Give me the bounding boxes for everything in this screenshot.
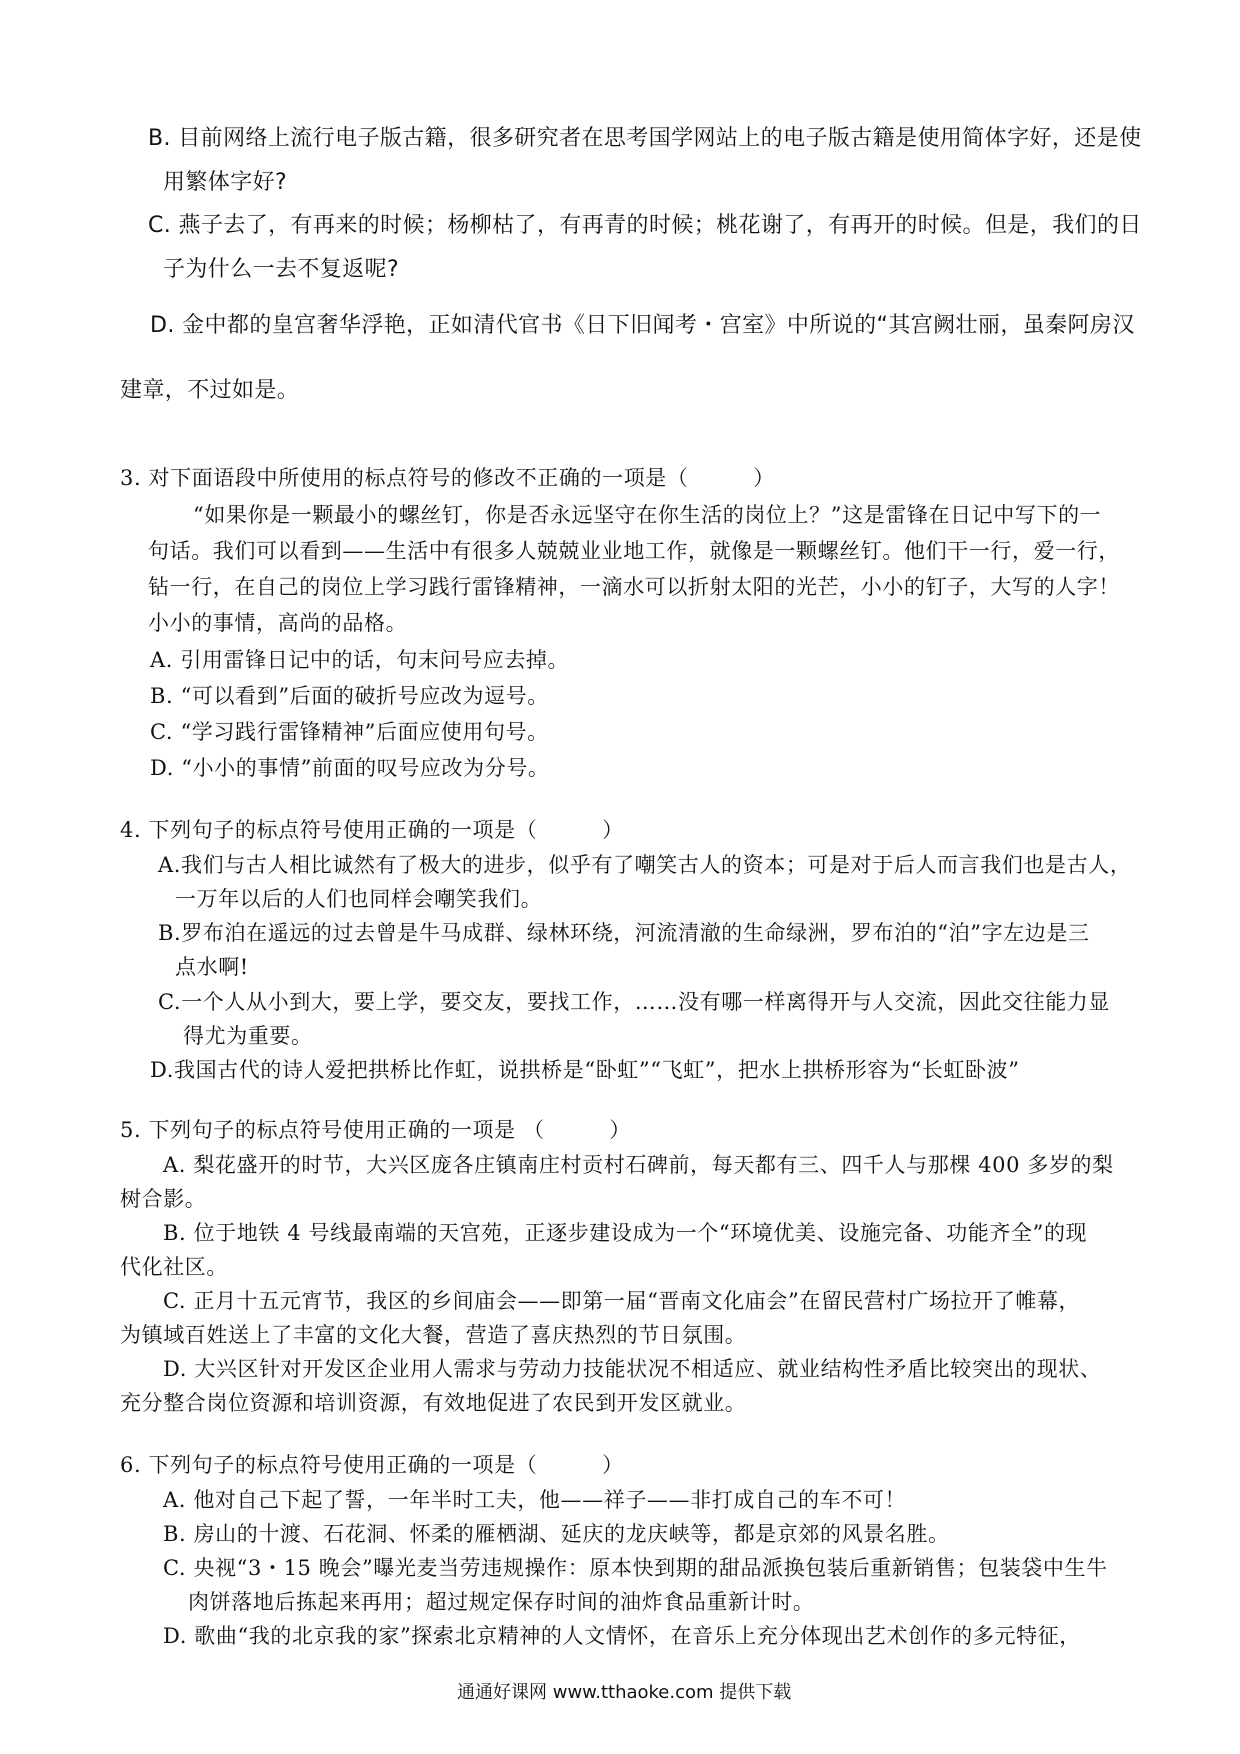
q5-option-d-line1: D. 大兴区针对开发区企业用人需求与劳动力技能状况不相适应、就业结构性矛盾比较突出的现状、 bbox=[163, 1357, 1102, 1381]
q3-option-b: B. “可以看到”后面的破折号应改为逗号。 bbox=[150, 684, 549, 708]
q5-option-b-line1: B. 位于地铁 4 号线最南端的天宫苑，正逐步建设成为一个“环境优美、设施完备、功能齐全”的现 bbox=[163, 1221, 1088, 1245]
q5-option-b-line2: 代化社区。 bbox=[120, 1255, 228, 1279]
q6-stem: 6. 下列句子的标点符号使用正确的一项是（ ） bbox=[120, 1453, 624, 1477]
q2-option-b-line2: 用繁体字好? bbox=[163, 170, 288, 195]
q5-stem: 5. 下列句子的标点符号使用正确的一项是 （ ） bbox=[120, 1118, 631, 1142]
q6-option-c-line1: C. 央视“3・15 晚会”曝光麦当劳违规操作：原本快到期的甜品派换包装后重新销售；包装袋中生牛 bbox=[163, 1556, 1108, 1580]
q3-passage-line: 小小的事情，高尚的品格。 bbox=[148, 611, 408, 635]
q4-stem: 4. 下列句子的标点符号使用正确的一项是（ ） bbox=[120, 818, 624, 842]
q5-option-d-line2: 充分整合岗位资源和培训资源，有效地促进了农民到开发区就业。 bbox=[120, 1391, 747, 1415]
q5-option-a-line2: 树合影。 bbox=[120, 1187, 207, 1211]
q4-option-a-line1: A.我们与古人相比诚然有了极大的进步，似乎有了嘲笑古人的资本；可是对于后人而言我们也是古人， bbox=[158, 853, 1132, 877]
q6-option-d-line1: D. 歌曲“我的北京我的家”探索北京精神的人文情怀，在音乐上充分体现出艺术创作的多元特征， bbox=[163, 1624, 1081, 1648]
q4-option-d-line1: D.我国古代的诗人爱把拱桥比作虹，说拱桥是“卧虹”“飞虹”，把水上拱桥形容为“长虹卧波” bbox=[150, 1058, 1020, 1082]
q3-passage-line: “如果你是一颗最小的螺丝钉，你是否永远坚守在你生活的岗位上？”这是雷锋在日记中写下的一 bbox=[193, 503, 1102, 527]
q2-option-b-line1: B. 目前网络上流行电子版古籍，很多研究者在思考国学网站上的电子版古籍是使用简体字好，还是使 bbox=[148, 126, 1142, 151]
q3-passage-line: 钻一行，在自己的岗位上学习践行雷锋精神，一滴水可以折射太阳的光芒，小小的钉子，大写的人字！ bbox=[148, 575, 1120, 599]
q5-option-a-line1: A. 梨花盛开的时节，大兴区庞各庄镇南庄村贡村石碑前，每天都有三、四千人与那棵 400 多岁的梨 bbox=[163, 1153, 1114, 1177]
q2-option-d-line2: 建章，不过如是。 bbox=[120, 378, 300, 403]
q4-option-c-line2: 得尤为重要。 bbox=[183, 1024, 313, 1048]
q4-option-a-line2: 一万年以后的人们也同样会嘲笑我们。 bbox=[175, 887, 543, 911]
q3-option-d: D. “小小的事情”前面的叹号应改为分号。 bbox=[150, 756, 550, 780]
q2-option-c-line1: C. 燕子去了，有再来的时候；杨柳枯了，有再青的时候；桃花谢了，有再开的时候。但是，我们的日 bbox=[148, 213, 1142, 238]
q6-option-b: B. 房山的十渡、石花洞、怀柔的雁栖湖、延庆的龙庆峡等，都是京郊的风景名胜。 bbox=[163, 1522, 950, 1546]
q5-option-c-line2: 为镇域百姓送上了丰富的文化大餐，营造了喜庆热烈的节日氛围。 bbox=[120, 1323, 747, 1347]
q3-stem: 3. 对下面语段中所使用的标点符号的修改不正确的一项是（ ） bbox=[120, 466, 775, 490]
q4-option-c-line1: C.一个人从小到大，要上学，要交友，要找工作，……没有哪一样离得开与人交流，因此交往能力显 bbox=[158, 990, 1110, 1014]
q2-option-d-line1: D. 金中都的皇宫奢华浮艳，正如清代官书《日下旧闻考・宫室》中所说的“其宫阙壮丽，虽秦阿房汉 bbox=[150, 313, 1135, 338]
page-footer: 通通好课网 www.tthaoke.com 提供下载 bbox=[457, 1682, 792, 1703]
q3-option-c: C. “学习践行雷锋精神”后面应使用句号。 bbox=[150, 720, 549, 744]
q2-option-c-line2: 子为什么一去不复返呢? bbox=[163, 257, 400, 282]
q4-option-b-line2: 点水啊! bbox=[175, 955, 249, 979]
q6-option-c-line2: 肉饼落地后拣起来再用；超过规定保存时间的油炸食品重新计时。 bbox=[188, 1590, 815, 1614]
q3-passage-line: 句话。我们可以看到——生活中有很多人兢兢业业地工作，就像是一颗螺丝钉。他们干一行，爱一行， bbox=[148, 539, 1120, 563]
q4-option-b-line1: B.罗布泊在遥远的过去曾是牛马成群、绿林环绕，河流清澈的生命绿洲，罗布泊的“泊”字左边是三 bbox=[158, 921, 1090, 945]
q6-option-a: A. 他对自己下起了誓，一年半时工夫，他——祥子——非打成自己的车不可！ bbox=[163, 1488, 907, 1512]
q3-option-a: A. 引用雷锋日记中的话，句末问号应去掉。 bbox=[150, 648, 570, 672]
q5-option-c-line1: C. 正月十五元宵节，我区的乡间庙会——即第一届“晋南文化庙会”在留民营村广场拉开了帷幕， bbox=[163, 1289, 1081, 1313]
